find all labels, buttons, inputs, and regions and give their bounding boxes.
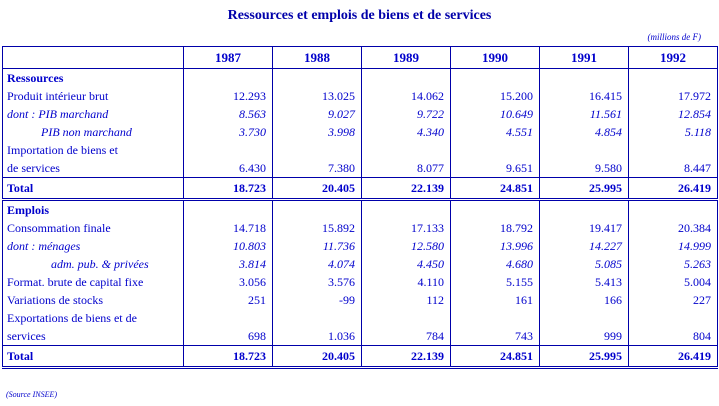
cell-value: 7.380 bbox=[273, 159, 362, 178]
cell-value: 112 bbox=[362, 291, 451, 309]
ressources-heading-row bbox=[3, 69, 718, 88]
cell-value: 13.025 bbox=[273, 87, 362, 105]
cell-value: 5.263 bbox=[629, 255, 718, 273]
table-row bbox=[3, 123, 718, 141]
row-label: Importation de biens et bbox=[3, 141, 184, 159]
unit-note: (millions de F) bbox=[647, 32, 701, 42]
year-header: 1987 bbox=[184, 47, 273, 69]
year-header: 1992 bbox=[629, 47, 718, 69]
cell-value: 9.580 bbox=[540, 159, 629, 178]
total-value: 24.851 bbox=[451, 346, 540, 368]
cell-value: 4.680 bbox=[451, 255, 540, 273]
row-label: adm. pub. & privées bbox=[3, 255, 184, 273]
total-value: 25.995 bbox=[540, 178, 629, 200]
cell-value: 9.722 bbox=[362, 105, 451, 123]
cell-value: 8.077 bbox=[362, 159, 451, 178]
row-label: Produit intérieur brut bbox=[3, 87, 184, 105]
cell-value: 12.854 bbox=[629, 105, 718, 123]
cell-value: 14.227 bbox=[540, 237, 629, 255]
cell-value: 8.447 bbox=[629, 159, 718, 178]
cell-value: 13.996 bbox=[451, 237, 540, 255]
total-value: 26.419 bbox=[629, 178, 718, 200]
cell-value: 14.062 bbox=[362, 87, 451, 105]
cell-value: 161 bbox=[451, 291, 540, 309]
year-header-row bbox=[3, 47, 718, 69]
cell-value: 4.551 bbox=[451, 123, 540, 141]
row-label: Total bbox=[3, 178, 184, 200]
table-row bbox=[3, 237, 718, 255]
cell-value: 4.854 bbox=[540, 123, 629, 141]
cell-value: 12.580 bbox=[362, 237, 451, 255]
row-label: services bbox=[3, 327, 184, 346]
table-row bbox=[3, 255, 718, 273]
total-row bbox=[3, 346, 718, 368]
total-value: 18.723 bbox=[184, 178, 273, 200]
cell-value: 804 bbox=[629, 327, 718, 346]
cell-value: 999 bbox=[540, 327, 629, 346]
row-label: Variations de stocks bbox=[3, 291, 184, 309]
total-value: 26.419 bbox=[629, 346, 718, 368]
table-row bbox=[3, 291, 718, 309]
cell-value: 17.133 bbox=[362, 219, 451, 237]
cell-value: 11.736 bbox=[273, 237, 362, 255]
table-row bbox=[3, 309, 718, 327]
cell-value: 4.074 bbox=[273, 255, 362, 273]
table-row bbox=[3, 87, 718, 105]
cell-value: 1.036 bbox=[273, 327, 362, 346]
cell-value: 17.972 bbox=[629, 87, 718, 105]
table-row bbox=[3, 141, 718, 159]
table-row bbox=[3, 105, 718, 123]
cell-value: 20.384 bbox=[629, 219, 718, 237]
source-note: (Source INSEE) bbox=[6, 390, 58, 399]
cell-value: 5.004 bbox=[629, 273, 718, 291]
cell-value: 8.563 bbox=[184, 105, 273, 123]
cell-value: 4.450 bbox=[362, 255, 451, 273]
cell-value: 5.155 bbox=[451, 273, 540, 291]
cell-value: 14.999 bbox=[629, 237, 718, 255]
total-value: 25.995 bbox=[540, 346, 629, 368]
cell-value: 166 bbox=[540, 291, 629, 309]
cell-value: 3.814 bbox=[184, 255, 273, 273]
row-label: PIB non marchand bbox=[3, 123, 184, 141]
section-heading: Ressources bbox=[3, 69, 184, 88]
total-value: 20.405 bbox=[273, 178, 362, 200]
row-label: de services bbox=[3, 159, 184, 178]
cell-value: 19.417 bbox=[540, 219, 629, 237]
row-label: Exportations de biens et de bbox=[3, 309, 184, 327]
cell-value: 11.561 bbox=[540, 105, 629, 123]
year-header: 1990 bbox=[451, 47, 540, 69]
total-value: 22.139 bbox=[362, 178, 451, 200]
cell-value: 5.085 bbox=[540, 255, 629, 273]
cell-value: 9.651 bbox=[451, 159, 540, 178]
cell-value: 4.110 bbox=[362, 273, 451, 291]
row-label: Total bbox=[3, 346, 184, 368]
cell-value: 10.649 bbox=[451, 105, 540, 123]
cell-value: 227 bbox=[629, 291, 718, 309]
section-heading: Emplois bbox=[3, 200, 184, 220]
year-header: 1991 bbox=[540, 47, 629, 69]
total-value: 22.139 bbox=[362, 346, 451, 368]
total-value: 18.723 bbox=[184, 346, 273, 368]
cell-value: 784 bbox=[362, 327, 451, 346]
cell-value: 9.027 bbox=[273, 105, 362, 123]
cell-value: 5.413 bbox=[540, 273, 629, 291]
table-row bbox=[3, 219, 718, 237]
cell-value: 15.200 bbox=[451, 87, 540, 105]
cell-value: 16.415 bbox=[540, 87, 629, 105]
page-title: Ressources et emplois de biens et de services bbox=[227, 8, 492, 23]
table-row bbox=[3, 327, 718, 346]
row-label: dont : PIB marchand bbox=[3, 105, 184, 123]
cell-value: 251 bbox=[184, 291, 273, 309]
cell-value: 3.056 bbox=[184, 273, 273, 291]
cell-value: 4.340 bbox=[362, 123, 451, 141]
cell-value: 10.803 bbox=[184, 237, 273, 255]
cell-value: -99 bbox=[273, 291, 362, 309]
cell-value: 698 bbox=[184, 327, 273, 346]
table-row bbox=[3, 273, 718, 291]
cell-value: 3.730 bbox=[184, 123, 273, 141]
row-label: Format. brute de capital fixe bbox=[3, 273, 184, 291]
total-value: 24.851 bbox=[451, 178, 540, 200]
year-header: 1989 bbox=[362, 47, 451, 69]
total-value: 20.405 bbox=[273, 346, 362, 368]
cell-value: 12.293 bbox=[184, 87, 273, 105]
cell-value: 3.576 bbox=[273, 273, 362, 291]
cell-value: 743 bbox=[451, 327, 540, 346]
header-blank-cell bbox=[3, 47, 184, 69]
cell-value: 18.792 bbox=[451, 219, 540, 237]
table-row bbox=[3, 159, 718, 178]
row-label: Consommation finale bbox=[3, 219, 184, 237]
cell-value: 6.430 bbox=[184, 159, 273, 178]
cell-value: 14.718 bbox=[184, 219, 273, 237]
row-label: dont : ménages bbox=[3, 237, 184, 255]
resources-uses-table bbox=[2, 46, 718, 369]
cell-value: 15.892 bbox=[273, 219, 362, 237]
emplois-heading-row bbox=[3, 200, 718, 220]
total-row bbox=[3, 178, 718, 200]
cell-value: 3.998 bbox=[273, 123, 362, 141]
year-header: 1988 bbox=[273, 47, 362, 69]
cell-value: 5.118 bbox=[629, 123, 718, 141]
